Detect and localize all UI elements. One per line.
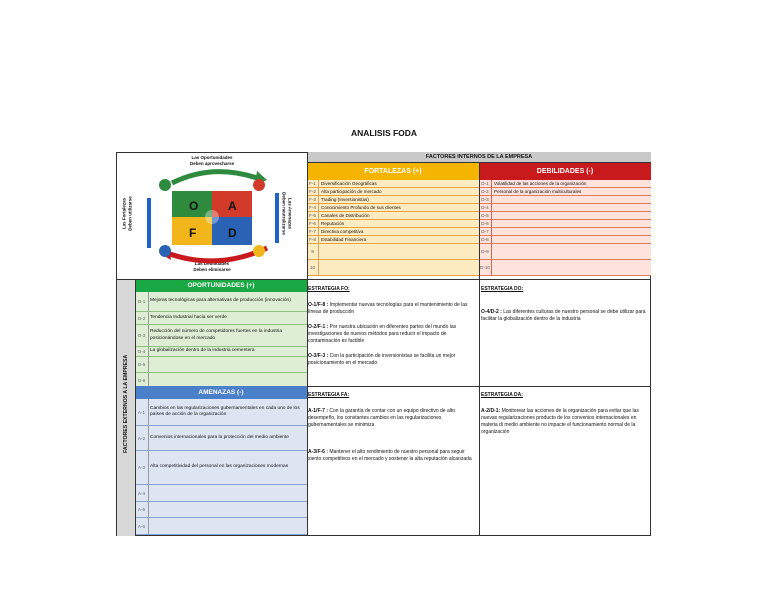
amenazas-row [135, 518, 307, 535]
amenazas-row [135, 426, 307, 451]
fortalezas-row [307, 188, 479, 196]
estrategia-fa-item [308, 449, 478, 463]
estrategia-fo [308, 286, 478, 375]
amenazas-row [135, 451, 307, 485]
debilidades-row [479, 180, 651, 188]
item-code: A-4 [135, 485, 149, 501]
estrategia-fo-title: ESTRATEGIA FO: [308, 286, 350, 292]
item-text: Tendencia Industrial hacia ser verde [150, 314, 227, 320]
item-code: O-2 [135, 312, 149, 324]
strategy-text: Mantener el alto rendimiento de nuestro personal para seguir siento competitivos en el mercado y sostener la alta reputación alcanzada [308, 449, 472, 462]
item-text: La globalización dentro de la industria cementera [150, 348, 255, 354]
debilidades-row [479, 236, 651, 244]
item-code: F-1 [307, 180, 319, 188]
item-code: A-3 [135, 451, 149, 484]
divider [307, 386, 651, 387]
item-code: A-1 [135, 399, 149, 425]
item-text [150, 373, 305, 387]
oportunidades-row [135, 347, 307, 357]
item-text [150, 357, 305, 372]
item-code: F-7 [307, 228, 319, 236]
oportunidades-row [135, 357, 307, 373]
item-code: D-9 [479, 244, 492, 260]
item-code: F-8 [307, 236, 319, 244]
letter-f: F [189, 226, 197, 240]
estrategia-do [481, 286, 649, 331]
item-code: D-1 [479, 180, 492, 188]
estrategia-da-item [481, 408, 649, 436]
fortalezas-row [307, 196, 479, 204]
foda-diagram [117, 153, 307, 279]
amenazas-row [135, 485, 307, 502]
estrategia-fo-item [308, 302, 478, 316]
item-text: Estabilidad Financiera [321, 237, 367, 242]
item-text [150, 502, 305, 517]
item-text: Alta competitividad del personal en las organizaciones modernas [150, 464, 289, 470]
diagram-top-line1: Las Oportunidades [191, 155, 233, 160]
fortalezas-row [307, 212, 479, 220]
debilidades-row [479, 204, 651, 212]
item-text: Alta participación de mercado [321, 189, 382, 194]
item-code: A-2 [135, 426, 149, 450]
fortalezas-row [307, 260, 479, 276]
fortalezas-row [307, 228, 479, 236]
amenazas-header: AMENAZAS (-) [135, 386, 307, 399]
puzzle-illustration [117, 153, 307, 279]
letter-d: D [228, 226, 237, 240]
strategy-key: O-1/F-8 : [308, 302, 329, 308]
item-code: O-1 [135, 292, 149, 311]
debilidades-row [479, 196, 651, 204]
item-text: Mejoras tecnológicas para alternativas de producción (innovación) [150, 298, 291, 304]
item-code: D-6 [479, 220, 492, 228]
item-text: Conocimiento Profundo de sus clientes [321, 205, 401, 210]
diagram-right-line2: Deben neutralizarse [282, 192, 287, 235]
strategy-key: O-2/F-1 : [308, 324, 329, 330]
item-code: F-6 [307, 220, 319, 228]
item-code: O-3 [135, 325, 149, 346]
debilidades-row [479, 260, 651, 276]
debilidades-row [479, 244, 651, 260]
item-code: O-5 [135, 357, 149, 372]
debilidades-row [479, 188, 651, 196]
item-text: Trading (Inversionistas) [321, 197, 369, 202]
strategy-key: O-4/D-2 : [481, 309, 502, 315]
item-code: F-3 [307, 196, 319, 204]
item-code: D-5 [479, 212, 492, 220]
item-code: D-10 [479, 260, 492, 276]
diagram-bottom-line2: Deben eliminarse [193, 266, 231, 272]
item-code: 10 [307, 260, 319, 276]
item-code: O-4 [135, 347, 149, 356]
estrategia-do-title: ESTRATEGIA DO: [481, 286, 524, 292]
fortalezas-row [307, 236, 479, 244]
estrategia-da [481, 392, 649, 444]
fortalezas-row [307, 244, 479, 260]
strategy-text: Con la participación de inversionistas se facilita un mejor posicionamiento en el mercado [308, 353, 456, 366]
diagram-bottom-line1: Las Debilidades [194, 261, 230, 266]
strategy-key: A-1/F-7 : [308, 408, 328, 414]
item-code: D-3 [479, 196, 492, 204]
estrategia-fa-title: ESTRATEGIA FA: [308, 392, 350, 398]
item-code: 9 [307, 244, 319, 260]
item-code: D-2 [479, 188, 492, 196]
oportunidades-header: OPORTUNIDADES (+) [135, 280, 307, 292]
strategy-text: Implementar nuevas tecnologías para el mantenimiento de las líneas de producción [308, 302, 468, 315]
estrategia-fo-item [308, 324, 478, 345]
strategy-text: Por nuestra ubicación en diferentes partes del mundo las investigaciones de nuevos métodos para reducir el impacto de contaminación es factible [308, 324, 457, 344]
estrategia-da-title: ESTRATEGIA DA: [481, 392, 523, 398]
letter-a: A [228, 199, 237, 213]
fortalezas-row [307, 220, 479, 228]
item-text: Convenios internacionales para la protección del medio ambiente [150, 434, 289, 440]
debilidades-header: DEBILIDADES (-) [479, 163, 651, 180]
strategy-text: Monitorear las acciones de la organización para evitar que las nuevas regularizaciones producto de los convenios internacionales en materia di medio ambiente no impacte el funcionamiento normal de la organización [481, 408, 639, 435]
oportunidades-row [135, 325, 307, 347]
estrategia-fa-item [308, 408, 478, 429]
diagram-top-line2: Deben aprovecharse [189, 160, 235, 166]
item-text [150, 485, 305, 501]
strategy-key: O-3/F-3 : [308, 353, 329, 359]
letter-o: O [189, 199, 199, 213]
item-text: Volatilidad de las acciones de la organización [494, 181, 587, 186]
estrategia-do-item [481, 309, 649, 323]
item-code: D-4 [479, 204, 492, 212]
estrategia-fo-item [308, 353, 478, 367]
divider [116, 279, 651, 280]
divider [479, 163, 480, 536]
item-text: Reducción del número de competidores fuertes en la industria posicionándose en el mercado [150, 329, 282, 341]
estrategia-fa [308, 392, 478, 471]
debilidades-row [479, 228, 651, 236]
item-text: Personal de la organización multiculturales [494, 189, 582, 194]
item-text: Reputación [321, 221, 345, 226]
strategy-key: A-3/F-6 : [308, 449, 328, 455]
item-code: D-7 [479, 228, 492, 236]
diagram-left-line2: Deben utilizarse [127, 196, 132, 231]
external-factors-label: FACTORES EXTERNOS A LA EMPRESA [123, 354, 129, 453]
fortalezas-row [307, 180, 479, 188]
item-code: A-6 [135, 518, 149, 534]
internal-factors-header: FACTORES INTERNOS DE LA EMPRESA [307, 152, 651, 163]
fortalezas-row [307, 204, 479, 212]
strategy-text: Con la garantía de contar con un equipo directivo de alto desempeño, los constantes cambios en las regularizaciones gubernamentales se minimiza [308, 408, 456, 428]
diagram-left-line1: Las Fortalezas [121, 197, 127, 230]
debilidades-row [479, 220, 651, 228]
item-text: Cambios en las regularizaciones gubernamentales en cada uno de los países de acción de la organización [150, 405, 300, 417]
item-code: D-8 [479, 236, 492, 244]
item-text [150, 518, 305, 534]
item-code: F-4 [307, 204, 319, 212]
debilidades-row [479, 212, 651, 220]
item-text: Directiva competitiva [321, 229, 364, 234]
item-code: O-6 [135, 373, 149, 387]
page-title: ANALISIS FODA [350, 128, 418, 138]
oportunidades-row [135, 312, 307, 325]
diagram-right-line1: Las Amenazas [287, 197, 293, 230]
strategy-text: Las diferentes culturas de nuestro personal se debe utilizar para facilitar la globalización dentro de la industria [481, 309, 646, 322]
strategy-key: A-2/D-1: [481, 408, 501, 414]
item-code: F-5 [307, 212, 319, 220]
item-code: F-2 [307, 188, 319, 196]
fortalezas-header: FORTALEZAS (+) [307, 163, 479, 180]
oportunidades-row [135, 292, 307, 312]
item-text: Diversificación Geográficas [321, 181, 377, 186]
item-text: Canales de Distribución [321, 213, 370, 218]
item-code: A-5 [135, 502, 149, 517]
amenazas-row [135, 502, 307, 518]
divider [135, 280, 136, 536]
amenazas-row [135, 399, 307, 426]
